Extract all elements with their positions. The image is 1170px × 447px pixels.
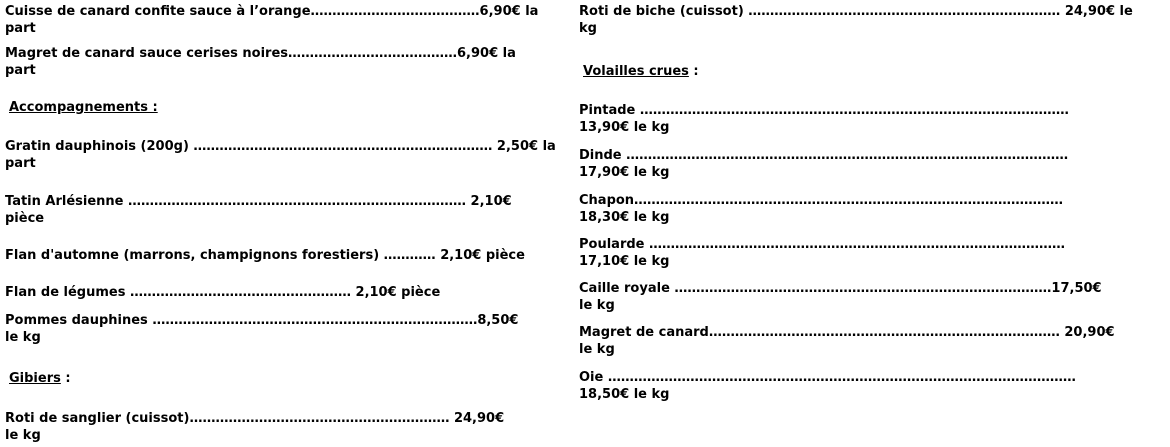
menu-item-line1: Cuisse de canard confite sauce à l’orange…………………………………6,90€ la xyxy=(5,4,539,19)
menu-item-line2: le kg xyxy=(5,428,41,443)
menu-item-line1: Roti de sanglier (cuissot)…………………………………………………… 24,90€ xyxy=(5,411,505,426)
menu-item xyxy=(579,280,1159,314)
menu-item-line1: Magret de canard sauce cerises noires…………………………………6,90€ la xyxy=(5,46,516,61)
menu-item xyxy=(579,324,1159,358)
menu-item-line1: Pintade ……………………………………………………………………………………… xyxy=(579,103,1069,118)
menu-item xyxy=(5,312,573,346)
menu-item xyxy=(5,247,573,264)
menu-item-line2: kg xyxy=(579,21,597,36)
menu-item-line1: Chapon……………………………………………………………………………………… xyxy=(579,193,1064,208)
menu-item xyxy=(5,138,573,172)
menu-item-line1: Tatin Arlésienne …………………………………………………………………… 2,10€ xyxy=(5,194,512,209)
section-heading-text: Gibiers xyxy=(9,371,61,386)
menu-item-line2: 17,90€ le kg xyxy=(579,165,670,180)
menu-item-line2: part xyxy=(5,21,36,36)
section-heading-volailles xyxy=(583,63,699,80)
section-heading-text: Accompagnements : xyxy=(9,100,158,115)
menu-item-line2: 13,90€ le kg xyxy=(579,120,670,135)
menu-item-line1: Pommes dauphines …………………………………………………………………8,50€ xyxy=(5,313,519,328)
menu-item xyxy=(5,3,573,37)
menu-item xyxy=(579,147,1159,181)
menu-item-line1: Flan de légumes …………………………………………… 2,10€ pièce xyxy=(5,285,441,300)
menu-item-line1: Dinde ………………………………………………………………………………………… xyxy=(579,148,1069,163)
section-heading-gibiers xyxy=(9,370,71,387)
menu-item-line2: le kg xyxy=(579,342,615,357)
menu-item-line1: Poularde …………………………………………………………………………………… xyxy=(579,237,1066,252)
menu-item xyxy=(579,236,1159,270)
menu-item-line2: 18,30€ le kg xyxy=(579,210,670,225)
menu-item-line2: 17,10€ le kg xyxy=(579,254,670,269)
menu-item-line1: Caille royale ……………………………………………………………………………17,50€ xyxy=(579,281,1102,296)
menu-item-line2: le kg xyxy=(579,298,615,313)
menu-item-line1: Roti de biche (cuissot) ……………………………………………………………… 24,90€ le xyxy=(579,4,1133,19)
menu-item xyxy=(579,3,1159,37)
section-heading-accompagnements xyxy=(9,99,158,116)
menu-item xyxy=(579,192,1159,226)
menu-item-line2: pièce xyxy=(5,211,45,226)
menu-item-line2: le kg xyxy=(5,330,41,345)
menu-item xyxy=(579,102,1159,136)
menu-item-line1: Flan d'automne (marrons, champignons forestiers) ………… 2,10€ pièce xyxy=(5,248,525,263)
section-heading-suffix: : xyxy=(688,64,699,79)
menu-item-line1: Magret de canard……………………………………………………………………… 20,90€ xyxy=(579,325,1115,340)
menu-item xyxy=(5,45,573,79)
menu-item-line1: Oie ……………………………………………………………………………………………… xyxy=(579,370,1076,385)
menu-item-line2: part xyxy=(5,63,36,78)
section-heading-text: Volailles crues xyxy=(583,64,689,79)
menu-item-line1: Gratin dauphinois (200g) …………………………………………………………… 2,50€ la xyxy=(5,139,556,154)
menu-item-line2: part xyxy=(5,156,36,171)
menu-item xyxy=(5,284,573,301)
section-heading-suffix: : xyxy=(60,371,71,386)
menu-item xyxy=(579,369,1159,403)
menu-item xyxy=(5,193,573,227)
menu-item xyxy=(5,410,573,444)
menu-item-line2: 18,50€ le kg xyxy=(579,387,670,402)
